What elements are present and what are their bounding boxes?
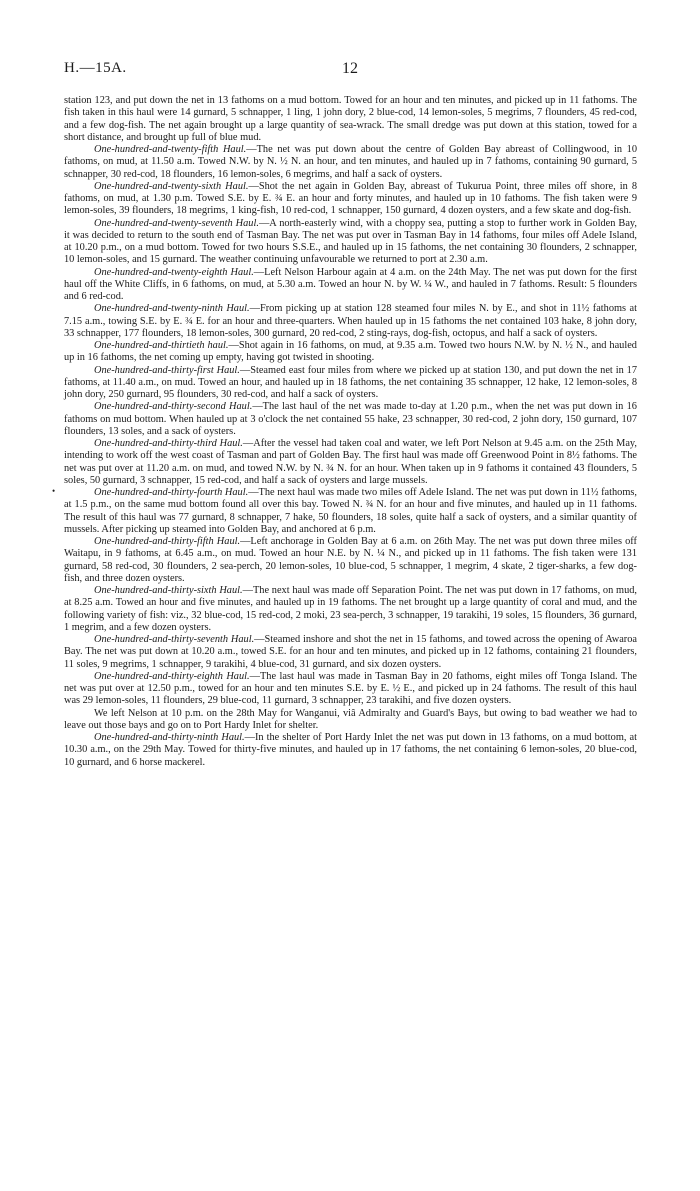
haul-heading: One-hundred-and-twenty-ninth Haul. <box>94 303 250 315</box>
paragraph: One-hundred-and-thirty-seventh Haul.—Steamed inshore and shot the net in 15 fathoms, and towed across the opening of Awaroa Bay. The net was put down at 10.20 a.m., towed S.E. for an hour and ten minutes, and picked up in 12 fathoms, containing 21 flounders, 11 soles, 9 megrims, 1 schnapper, 9 tarakihi, 4 blue-cod, 31 gurnard, and six dozen oysters. <box>64 634 637 670</box>
paragraph: One-hundred-and-thirty-second Haul.—The last haul of the net was made to-day at 1.20 p.m., when the net was put down in 16 fathoms on mud bottom. When hauled up at 3 o'clock the net contained 55 hake, 23 schnapper, 30 red-cod, 2 john dory, 150 gurnard, 107 flounders, 13 soles, and a sack of oysters. <box>64 401 637 437</box>
haul-heading: One-hundred-and-thirty-third Haul. <box>94 438 243 449</box>
document-reference: H.—15A. <box>64 60 127 76</box>
haul-heading: One-hundred-and-thirty-fifth Haul. <box>94 536 241 547</box>
paragraph: One-hundred-and-thirty-fourth Haul.—The next haul was made two miles off Adele Island. The net was put down in 11½ fathoms, at 1.5 p.m., on the same mud bottom found all over this bay. Towed N. ¾ N. for an hour and five minutes, and hauled up in 11 fathoms. The result of this haul was 77 gurnard, 8 schnapper, 7 hake, 50 flounders, 18 soles, quite half a sack of oysters, and a similar quantity of mussels. After picking up steamed into Golden Bay, and anchored at 6 p.m. <box>64 487 637 535</box>
paragraph: One-hundred-and-twenty-fifth Haul.—The net was put down about the centre of Golden Bay abreast of Collingwood, in 10 fathoms, on mud, at 11.50 a.m. Towed N.W. by N. ½ N. an hour, and ten minutes, and hauled up in 7 fathoms, containing 90 gurnard, 5 schnapper, 30 red-cod, 18 flounders, 16 lemon-soles, 6 megrims, and half a sack of oysters. <box>64 144 638 180</box>
paragraph: We left Nelson at 10 p.m. on the 28th May for Wanganui, viâ Admiralty and Guard's Bays, but owing to bad weather we had to leave out those bays and go on to Port Hardy Inlet for shelter. <box>64 707 637 731</box>
paragraph: One-hundred-and-twenty-seventh Haul.—A north-easterly wind, with a choppy sea, putting a stop to further work in Golden Bay, it was decided to return to the south end of Tasman Bay. The net was put over in Tasman Bay in 14 fathoms, four miles off Adele Island, at 10.20 p.m., on a mud bottom. Towed for two hours S.S.E., and hauled up in 15 fathoms, the net containing 30 flounders, 2 schnapper, 10 lemon-soles, and 15 gurnard. The weather continuing unfavourable we returned to port at 2.30 a.m. <box>64 217 637 266</box>
haul-heading: One-hundred-and-twenty-seventh Haul. <box>94 217 259 229</box>
paragraph: One-hundred-and-thirty-eighth Haul.—The last haul was made in Tasman Bay in 20 fathoms, eight miles off Tonga Island. The net was put over at 12.50 p.m., towed for an hour and ten minutes S.E. by E. ½ E., and picked up in 24 fathoms. The result of this haul was 29 lemon-soles, 11 flounders, 29 blue-cod, 11 gurnard, 3 schnapper, 23 tarakihi, and five dozen oysters. <box>64 670 637 707</box>
paragraph: One-hundred-and-thirty-sixth Haul.—The next haul was made off Separation Point. The net was put down in 17 fathoms, on mud, at 8.25 a.m. Towed an hour and five minutes, and hauled up in 19 fathoms. The net brought up a large quantity of coral and mud, and the following variety of fish: viz., 32 blue-cod, 15 red-cod, 2 moki, 23 sea-perch, 3 schnapper, 19 tarakihi, 19 soles, 15 flounders, 36 gurnard, 1 megrim, and a few dozen oysters. <box>64 585 637 633</box>
paragraph: One-hundred-and-twenty-ninth Haul.—From picking up at station 128 steamed four miles N. by E., and shot in 11½ fathoms at 7.15 a.m., towing S.E. by E. ¾ E. for an hour and three-quarters. When hauled up in 15 fathoms the net contained 103 hake, 8 john dory, 33 schnapper, 177 flounders, 18 lemon-soles, 300 gurnard, 20 red-cod, 2 sting-rays, dog-fish, octopus, and half a sack of oysters. <box>64 303 637 339</box>
paragraph: One-hundred-and-thirty-first Haul.—Steamed east four miles from where we picked up at station 130, and put down the net in 17 fathoms, at 11.40 a.m., on mud. Towed an hour, and hauled up in 18 fathoms, the net containing 35 schnapper, 12 hake, 12 lemon-soles, 8 john dory, 250 gurnard, 95 flounders, 30 red-cod, and half a sack of oysters. <box>64 364 637 400</box>
margin-bullet: • <box>52 486 56 496</box>
paragraph: One-hundred-and-thirty-fifth Haul.—Left anchorage in Golden Bay at 6 a.m. on 26th May. The net was put down three miles off Waitapu, in 9 fathoms, at 6.45 a.m., on mud. Towed an hour N.E. by N. ¼ N., and picked up in 11 fathoms. The fish taken were 131 gurnard, 58 red-cod, 30 flounders, 2 sea-perch, 20 lemon-soles, 10 blue-cod, 5 schnapper, 1 megrim, 4 skate, 2 tiger-sharks, a few dog-fish, and three dozen oysters. <box>64 536 637 584</box>
paragraph: One-hundred-and-thirty-ninth Haul.—In the shelter of Port Hardy Inlet the net was put down in 13 fathoms, on a mud bottom, at 10.30 a.m., on the 29th May. Towed for thirty-five minutes, and hauled up in 17 fathoms, the net containing 6 lemon-soles, 20 blue-cod, 10 gurnard, and 6 horse mackerel. <box>64 732 637 768</box>
haul-heading: One-hundred-and-thirty-ninth Haul. <box>94 732 245 743</box>
haul-heading: One-hundred-and-twenty-sixth Haul. <box>94 180 249 192</box>
paragraph: One-hundred-and-twenty-eighth Haul.—Left Nelson Harbour again at 4 a.m. on the 24th May. The net was put down for the first haul off the White Cliffs, in 6 fathoms, on mud, at 5.30 a.m. Towed an hour N. by W. ¼ W., and hauled in 7 fathoms. Result: 5 flounders and 6 red-cod. <box>64 266 637 302</box>
haul-heading: One-hundred-and-thirtieth haul. <box>94 340 229 351</box>
haul-heading: One-hundred-and-thirty-seventh Haul. <box>94 634 255 645</box>
haul-heading: One-hundred-and-thirty-second Haul. <box>94 401 253 413</box>
haul-heading: One-hundred-and-thirty-fourth Haul. <box>94 487 249 498</box>
haul-heading: One-hundred-and-twenty-eighth Haul. <box>94 266 254 278</box>
paragraph: One-hundred-and-thirty-third Haul.—After the vessel had taken coal and water, we left Port Nelson at 9.45 a.m. on the 25th May, intending to work off the west coast of Tasman and part of Golden Bay. The first haul was made off Greenwood Point in 8½ fathoms. The net was put over at 11.20 a.m. on mud, and towed N.W. by N. ¾ N. for an hour. When taken up in 9 fathoms it contained 43 flounders, 5 soles, 50 gurnard, 3 schnapper, 15 red-cod, and half a sack of oysters and large mussels. <box>64 438 637 486</box>
paragraph: One-hundred-and-thirtieth haul.—Shot again in 16 fathoms, on mud, at 9.35 a.m. Towed two hours N.W. by N. ½ N., and hauled up in 16 fathoms, the net coming up empty, having got twisted in shooting. <box>64 340 637 364</box>
haul-heading: One-hundred-and-thirty-first Haul. <box>94 364 240 376</box>
page-header <box>64 60 636 82</box>
page-number: 12 <box>342 60 358 77</box>
haul-heading: One-hundred-and-thirty-sixth Haul. <box>94 585 243 596</box>
haul-heading: One-hundred-and-twenty-fifth Haul. <box>94 144 247 155</box>
document-body <box>64 95 637 769</box>
paragraph: One-hundred-and-twenty-sixth Haul.—Shot the net again in Golden Bay, abreast of Tukurua Point, three miles off shore, in 8 fathoms, on mud, at 1.30 p.m. Towed S.E. by E. ¾ E. an hour and forty minutes, and hauled up in 10 fathoms. The fish taken were 9 lemon-soles, 39 flounders, 18 megrims, 1 king-fish, 10 red-cod, 1 schnapper, 150 gurnard, 4 dozen oysters, and a few skate and dog-fish. <box>64 180 637 217</box>
paragraph: station 123, and put down the net in 13 fathoms on a mud bottom. Towed for an hour and ten minutes, and picked up in 11 fathoms. The fish taken in this haul were 14 gurnard, 5 schnapper, 1 ling, 1 john dory, 2 blue-cod, 14 lemon-soles, 5 megrims, 7 flounders, 45 red-cod, and a few dog-fish. The net again brought up a large quantity of sea-wrack. The small dredge was put down at this station, towed for a short distance, and brought up full of blue mud. <box>64 95 637 143</box>
haul-heading: One-hundred-and-thirty-eighth Haul. <box>94 670 250 682</box>
